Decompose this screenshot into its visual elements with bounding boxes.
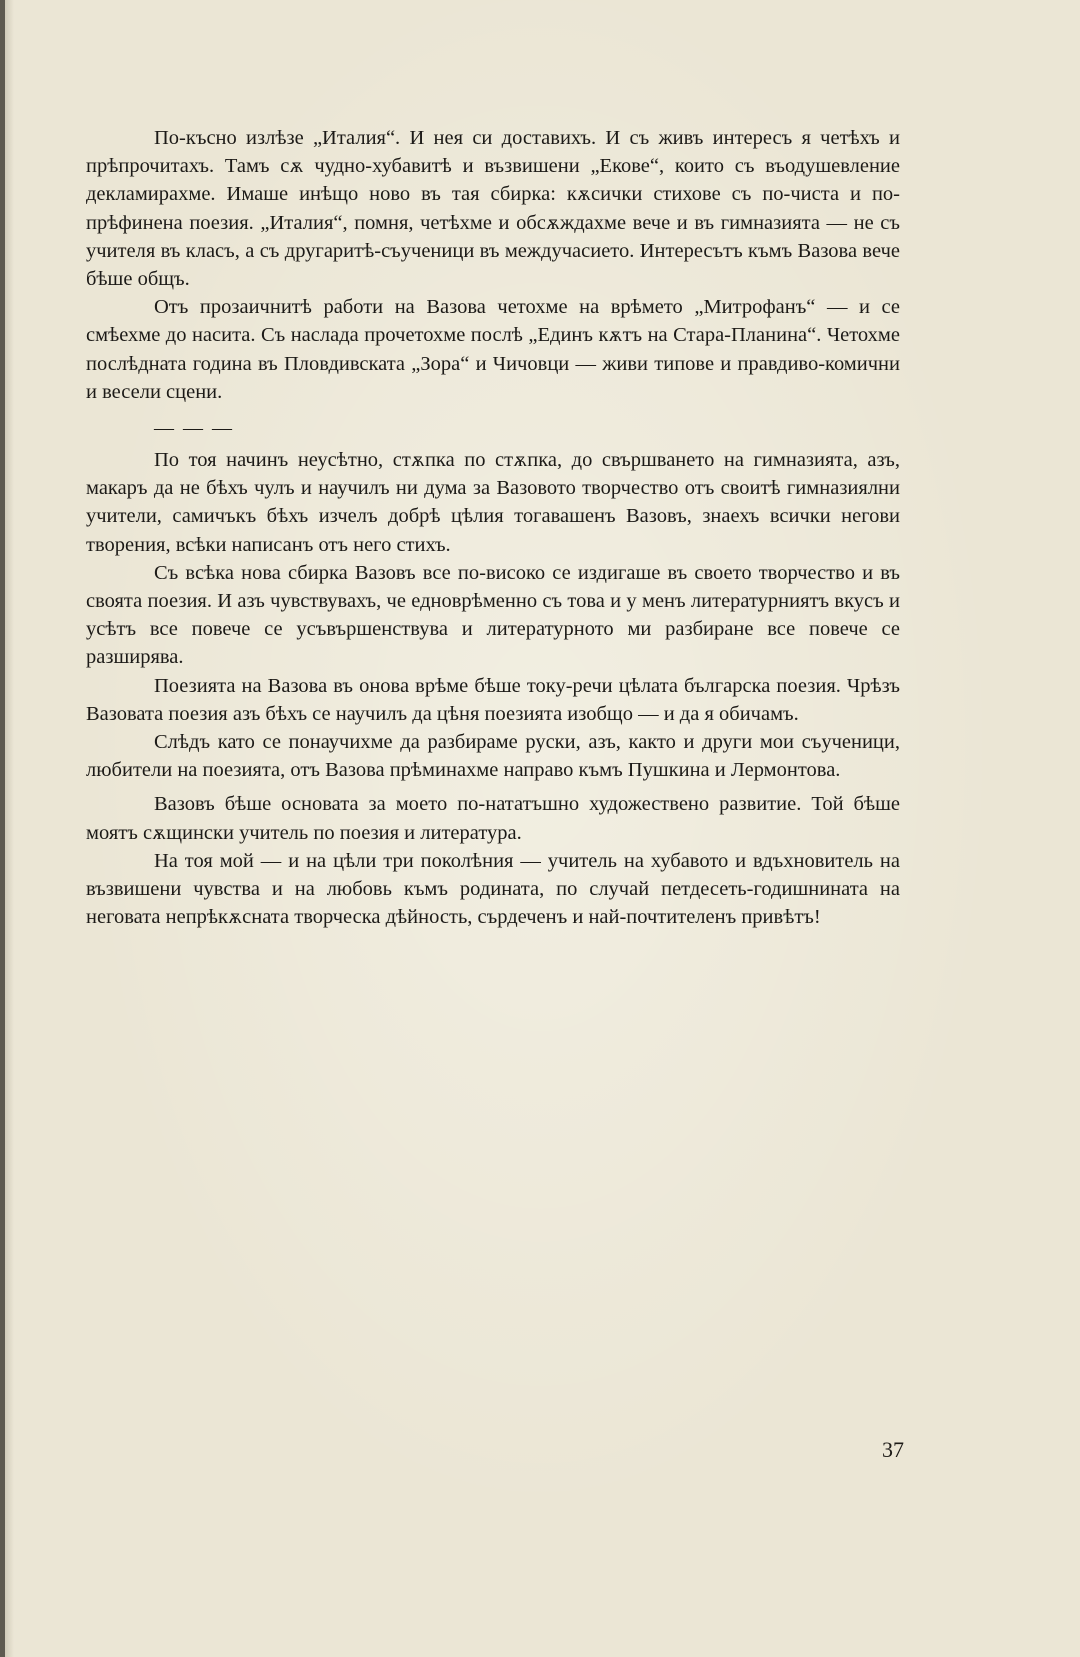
paragraph-gymnasium: По тоя начинъ неусѣтно, стѫпка по стѫпка, до свършването на гимназията, азъ, макаръ да не бѣхъ чулъ и научилъ ни дума за Вазовото творчество отъ своитѣ гимназиялни учители, самичъкъ бѣхъ изчелъ добрѣ цѣлия тогавашенъ Вазовъ, знаехъ всички негови творения, всѣки написанъ отъ него стихъ. <box>86 449 900 556</box>
body-text <box>86 124 900 931</box>
page-number: 37 <box>882 1437 904 1462</box>
paragraph-greeting: На тоя мой — и на цѣли три поколѣния — учитель на хубавото и вдъхновитель на възвишени чувства и на любовь къмъ родината, по случай петдесеть-годишнината на неговата непрѣкѫсната творческа дѣйность, сърдеченъ и най-почтителенъ привѣтъ! <box>86 849 900 929</box>
paragraph-prose-works: Отъ прозаичнитѣ работи на Вазова четохме на врѣмето „Митрофанъ“ — и се смѣехме до насита. Съ наслада прочетохме послѣ „Единъ кѫтъ на Стара-Планина“. Четохме послѣдната година въ Пловдивската „Зора“ и Чичовци — живи типове и правдиво-комични и весели сцени. <box>86 296 900 403</box>
paragraph-russian: Слѣдъ като се понаучихме да разбираме руски, азъ, както и други мои съученици, любители на поезията, отъ Вазова прѣминахме направо къмъ Пушкина и Лермонтова. <box>86 731 900 782</box>
section-separator: — — — <box>154 417 234 440</box>
paragraph-italia: По-късно излѣзе „Италия“. И нея си доставихъ. И съ живъ интересъ я четѣхъ и прѣпрочитахъ. Тамъ сѫ чудно-хубавитѣ и възвишени „Екове“, които съ въодушевление декламирахме. Имаше инѣщо ново въ тая сбирка: кѫсички стихове съ по-чиста и по-прѣфинена поезия. „Италия“, помня, четѣхме и обсѫждахме вече и въ гимназията — не съ учителя въ класъ, а съ другаритѣ-съученици въ междучасието. Интересътъ къмъ Вазова вече бѣше общъ. <box>86 127 900 291</box>
paragraph-bulgarian-poetry: Поезията на Вазова въ онова врѣме бѣше току-речи цѣлата българска поезия. Чрѣзъ Вазовата поезия азъ бѣхъ се научилъ да цѣня поезията изобщо — и да я обичамъ. <box>86 674 900 725</box>
binding-edge <box>0 0 5 1657</box>
paragraph-new-collection: Съ всѣка нова сбирка Вазовъ все по-високо се издигаше въ своето творчество и въ своята поезия. И азъ чувствувахъ, че едноврѣменно съ това и у менъ литературниятъ вкусъ и усѣтъ все повече се усъвършенствува и литературното ми разбиране все повече се разширява. <box>86 561 900 669</box>
paragraph-foundation: Вазовъ бѣше основата за моето по-нататъшно художествено развитие. Той бѣше моятъ сѫщински учитель по поезия и литература. <box>86 793 900 844</box>
